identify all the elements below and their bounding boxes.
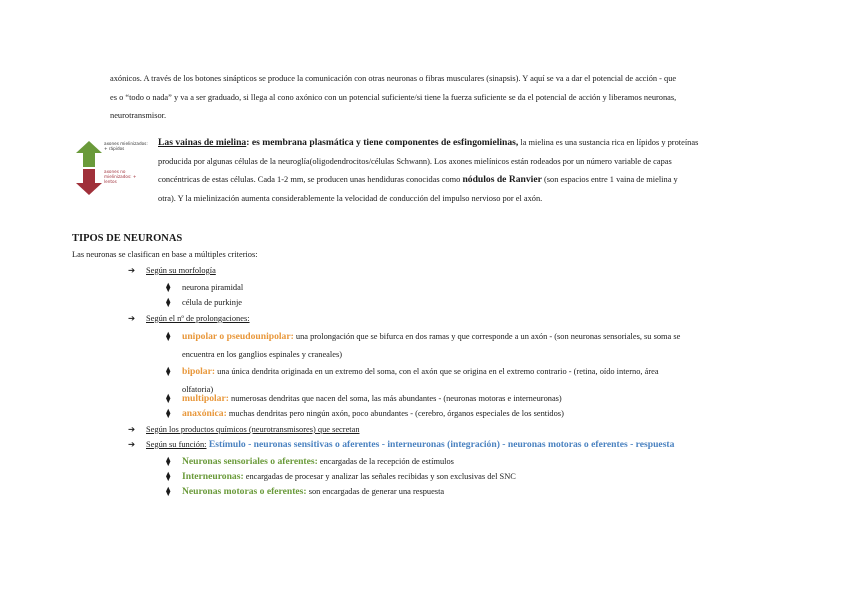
intro-line-3: neurotransmisor. xyxy=(110,111,167,120)
list-item-bipolar: ⧫ bipolar: una única dendrita originada en un extremo del soma, con el axón que se origina en el extremo contrario - (retina, oído interno, área olfatoria) xyxy=(166,362,781,399)
list-item-motoras: ⧫ Neuronas motoras o eferentes: son encargadas de generar una respuesta xyxy=(166,486,445,497)
arrow-bullet-icon: ➔ xyxy=(128,266,136,275)
diamond-bullet-icon: ⧫ xyxy=(166,297,171,307)
diamond-bullet-icon: ⧫ xyxy=(166,471,171,481)
list-item-sensoriales: ⧫ Neuronas sensoriales o aferentes: encargadas de la recepción de estímulos xyxy=(166,456,454,467)
myelin-arrows-graphic xyxy=(72,141,152,197)
arrow-up-label: axones mielinizados: + rápidos xyxy=(104,141,148,151)
diamond-bullet-icon: ⧫ xyxy=(166,366,171,376)
list-item-anaxonica: ⧫ anaxónica: muchas dendritas pero ningún axón, poco abundantes - (cerebro, órganos especiales de los sentidos) xyxy=(166,408,564,419)
list-item: ⧫ neurona piramidal xyxy=(166,282,244,292)
list-item-interneuronas: ⧫ Interneuronas: encargadas de procesar y analizar las señales recibidas y son exclusivas del SNC xyxy=(166,471,516,482)
arrow-bullet-icon: ➔ xyxy=(128,440,136,449)
myelin-line-3: concéntricas de estas células. Cada 1-2 mm, se producen unas hendiduras conocidas como nódulos de Ranvier (son espacios entre 1 vaina de mielina y xyxy=(158,174,678,185)
diamond-bullet-icon: ⧫ xyxy=(166,393,171,403)
ranvier-term: nódulos de Ranvier xyxy=(462,174,542,185)
intro-paragraph xyxy=(110,70,780,126)
arrow-up-icon xyxy=(76,141,102,167)
section-lead: Las neuronas se clasifican en base a múltiples criterios: xyxy=(72,250,258,259)
arrow-bullet-icon: ➔ xyxy=(128,425,136,434)
list-item-multipolar: ⧫ multipolar: numerosas dendritas que nacen del soma, las más abundantes - (neuronas motoras e interneuronas) xyxy=(166,393,562,404)
arrow-down-label: axones no mielinizados: + lentos xyxy=(104,169,137,184)
diamond-bullet-icon: ⧫ xyxy=(166,331,171,341)
list-item-morfologia: ➔ Según su morfología xyxy=(128,266,216,275)
list-item-prolongaciones: ➔ Según el nº de prolongaciones: xyxy=(128,314,250,323)
list-item-quimicos: ➔ Según los productos químicos (neurotransmisores) que secretan xyxy=(128,425,360,434)
myelin-line-2: producida por algunas células de la neuroglía(oligodendrocitos/células Schwann). Los axones mielínicos están rodeados por un número variable de capas xyxy=(158,156,672,166)
myelin-term: Las vainas de mielina xyxy=(158,137,247,148)
myelin-def: : es membrana plasmática y tiene componentes de esfingomielinas, xyxy=(246,137,519,148)
diamond-bullet-icon: ⧫ xyxy=(166,408,171,418)
myelin-rest-1: la mielina es una sustancia rica en lípidos y proteínas xyxy=(518,138,699,147)
diamond-bullet-icon: ⧫ xyxy=(166,456,171,466)
list-item-funcion: ➔ Según su función: Estímulo - neuronas sensitivas o aferentes - interneuronas (integración) - neuronas motoras o eferentes - respuesta xyxy=(128,439,675,450)
myelin-line-4: otra). Y la mielinización aumenta considerablemente la velocidad de conducción del impulso nervioso por el axón. xyxy=(158,193,543,203)
list-item-unipolar: ⧫ unipolar o pseudounipolar: una prolongación que se bifurca en dos ramas y que corresponde a un axón - (son neuronas sensoriales, su soma se encuentra en los ganglios espinales y craneales) xyxy=(166,327,781,364)
arrow-down-icon xyxy=(76,169,102,195)
arrow-bullet-icon: ➔ xyxy=(128,314,136,323)
myelin-line-1 xyxy=(158,134,778,153)
diamond-bullet-icon: ⧫ xyxy=(166,486,171,496)
myelin-paragraph xyxy=(158,134,778,208)
intro-line-2: es o “todo o nada” y va a ser graduado, si llega al cono axónico con un potencial suficiente/si tiene la fuerza suficiente se da el potencial de acción y liberamos neuronas, xyxy=(110,92,677,102)
diamond-bullet-icon: ⧫ xyxy=(166,282,171,292)
list-item: ⧫ célula de purkinje xyxy=(166,297,242,307)
intro-line-1: axónicos. A través de los botones sinápticos se produce la comunicación con otras neuronas o fibras musculares (sinapsis). Y aquí se va a dar el potencial de acción - que xyxy=(110,74,677,83)
section-title: TIPOS DE NEURONAS xyxy=(72,233,183,244)
